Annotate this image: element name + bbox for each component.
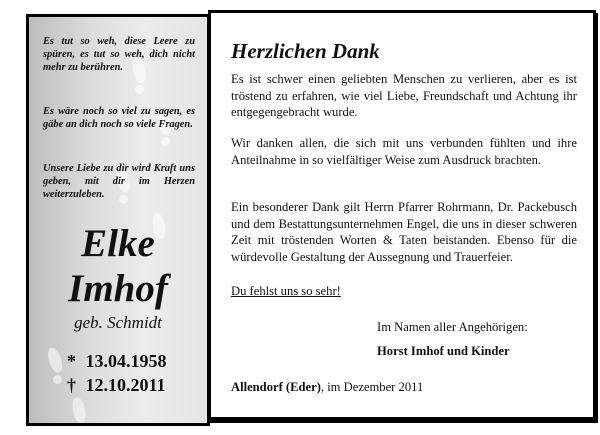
death-date-line [67,374,207,396]
thank-you-heading: Herzlichen Dank [231,39,380,63]
birth-date: 13.04.1958 [85,351,167,371]
birth-date-line [67,350,207,372]
memorial-panel [26,14,210,426]
footprint-decoration [161,137,170,146]
signature-names: Horst Imhof und Kinder [377,344,510,358]
thank-you-paragraph: Wir danken allen, die sich mit uns verbunden fühlten und ihre Anteilnahme in so vielfältiger Weise zum Ausdruck brachten. [231,136,577,167]
poem-stanza: Unsere Liebe zu dir wird Kraft uns geben, mit dir im Herzen weiterzuleben. [43,163,195,200]
footprint-decoration [53,375,62,384]
death-cross-icon: † [67,375,76,395]
maiden-name: geb. Schmidt [74,313,162,332]
birth-star-icon: * [67,351,76,371]
death-date: 12.10.2011 [85,375,166,395]
thank-you-paragraph: Es ist schwer einen geliebten Menschen zu verlieren, aber es ist tröstend zu erfahren, wie viel Liebe, Freundschaft und Achtung ihr entgegengebracht wurde. [231,72,577,119]
signature-intro: Im Namen aller Angehörigen: [377,320,528,334]
deceased-first-name: Elke [81,222,155,265]
thank-you-paragraph: Ein besonderer Dank gilt Herrn Pfarrer Rohrmann, Dr. Packebusch und dem Bestattungsunternehmen Engel, die uns in dieser schweren Zeit mit tröstenden Worten & Taten beistanden. Ebenso für die würdevolle Gestaltung der Aussegnung und Trauerfeier. [231,200,577,264]
thank-you-panel [208,10,596,420]
poem-stanza: Es wäre noch so viel zu sagen, es gäbe an dich noch so viele Fragen. [43,106,195,130]
footprint-decoration [135,85,144,94]
deceased-last-name: Imhof [68,267,168,310]
place-name: Allendorf (Eder) [231,380,321,394]
date-text: , im Dezember 2011 [320,380,424,394]
footprint-decoration [45,346,64,374]
poem-stanza: Es tut so weh, diese Leere zu spüren, es tut so weh, dich nicht mehr zu berühren. [43,36,195,73]
place-date-line [231,379,423,395]
footprint-decoration [70,396,87,424]
closing-line: Du fehlst uns so sehr! [231,284,341,298]
